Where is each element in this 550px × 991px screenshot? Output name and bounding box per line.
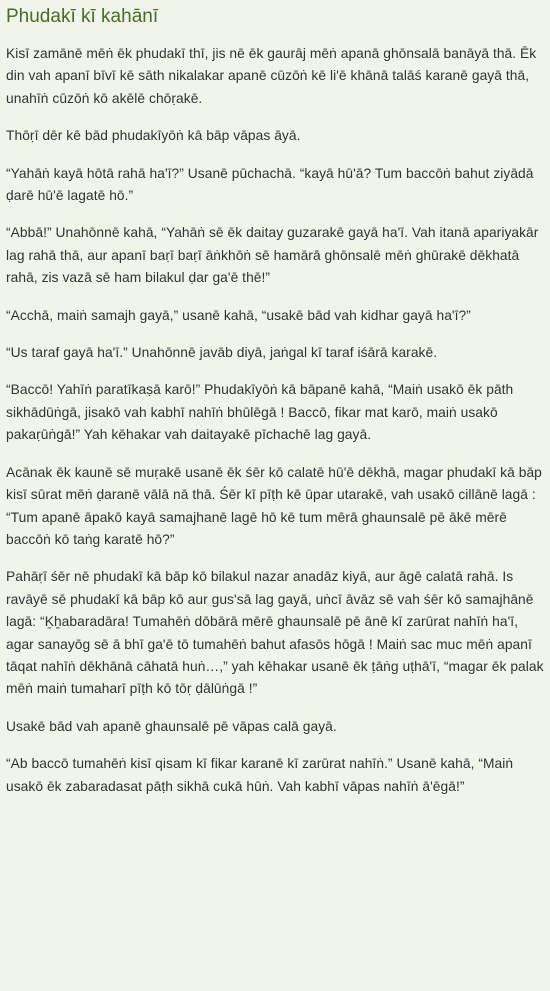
story-paragraph: “Acchā, maiṅ samajh gayā,” usanē kahā, “usakē bād vah kidhar gayā ha'ī?” <box>6 307 471 323</box>
story-paragraph: Thōṛī dēr kē bād phudakīyōṅ kā bāp vāpas āyā. <box>6 128 301 144</box>
story-paragraph: Usakē bād vah apanē ghaunsalē pē vāpas calā gayā. <box>6 718 337 734</box>
story-title: Phudakī kī kahānī <box>6 6 159 27</box>
story-paragraph: “Yahāṅ kayā hōtā rahā ha'ī?” Usanē pūchachā. “kayā hū'ā? Tum baccōṅ bahut ziyādā ḍarē hū'ē lagatē hō.” <box>6 165 534 204</box>
story-paragraph: “Baccō! Yahīṅ paratīkaṣā karō!” Phudakīyōṅ kā bāpanē kahā, “Maiṅ usakō ēk pāth sikhādūṅgā, jisakō vah kabhī nahīṅ bhūlēgā ! Baccō, fikar mat karō, maiṅ usakō pakaṛūṅgā!” Yah kēhakar vah daitayakē pīchachē lag gayā. <box>6 382 514 443</box>
story-paragraph: “Abbā!” Unahōnnē kahā, “Yahāṅ sē ēk daitay guzarakē gayā ha'ī. Vah itanā apariyakār lag rahā thā, aur apanī baṛī baṛī āṅkhōṅ sē hamārā ghōnsalē mēṅ ghūrakē dēkhatā rahā, zis vazā sē ham bilakul ḍar ga'ē thē!” <box>6 225 539 286</box>
story-body <box>6 43 550 798</box>
story-paragraph: “Us taraf gayā ha'ī.” Unahōnnē javāb diyā, jaṅgal kī taraf iśārā karakē. <box>6 345 438 361</box>
story-paragraph: Pahāṛī śēr nē phudakī kā bāp kō bilakul nazar anadāz kiyā, aur āgē calatā rahā. Is ravāyē sē phudakī kā bāp kō aur gus'sā lag gayā, uṅcī āvāz sē vah śēr kō samajhānē lagā: “Ḵẖabaradāra! Tumahēṅ dōbārā mērē ghaunsalē pē ānē kī zarūrat nahīṅ ha'ī, agar sanayōg sē ā bhī ga'ē tō tumahēṅ bahut afasōs hōgā ! Maiṅ sac muc mēṅ apanī tāqat nahīṅ dēkhānā cāhatā huṅ…,” yah kēhakar usanē ēk ṭāṅg uṭhā'ī, “magar ēk palak mēṅ maiṅ tumaharī pīṭh kō tōṛ ḍālūṅgā !” <box>6 569 544 697</box>
story-paragraph: “Ab baccō tumahēṅ kisī qisam kī fikar karanē kī zarūrat nahīṅ.” Usanē kahā, “Maiṅ usakō ēk zabaradasat pāṭh sikhā cukā hūṅ. Vah kabhī vāpas nahīṅ ā'ēgā!” <box>6 756 514 794</box>
story-paragraph: Kisī zamānē mēṅ ēk phudakī thī, jis nē ēk gaurāj mēṅ apanā ghōnsalā banāyā thā. Ēk din vah apanī bīvī kē sāth nikalakar apanē cūzōṅ kē li'ē khānā talāś karanē gayā thā, unahīṅ cūzōṅ kō akēlē chōṛakē. <box>6 46 537 106</box>
story-paragraph: Acānak ēk kaunē sē muṛakē usanē ēk śēr kō calatē hū'ē dēkhā, magar phudakī kā bāp kisī sūrat mēṅ ḍaranē vālā nā thā. Śēr kī pīṭh kē ūpar utarakē, vah usakō cillānē lagā : “Tum apanē āpakō kayā samajhanē lagē hō kē tum mērā ghaunsalē pē ākē mērē baccōṅ kō taṅg karatē hō?” <box>6 464 542 547</box>
